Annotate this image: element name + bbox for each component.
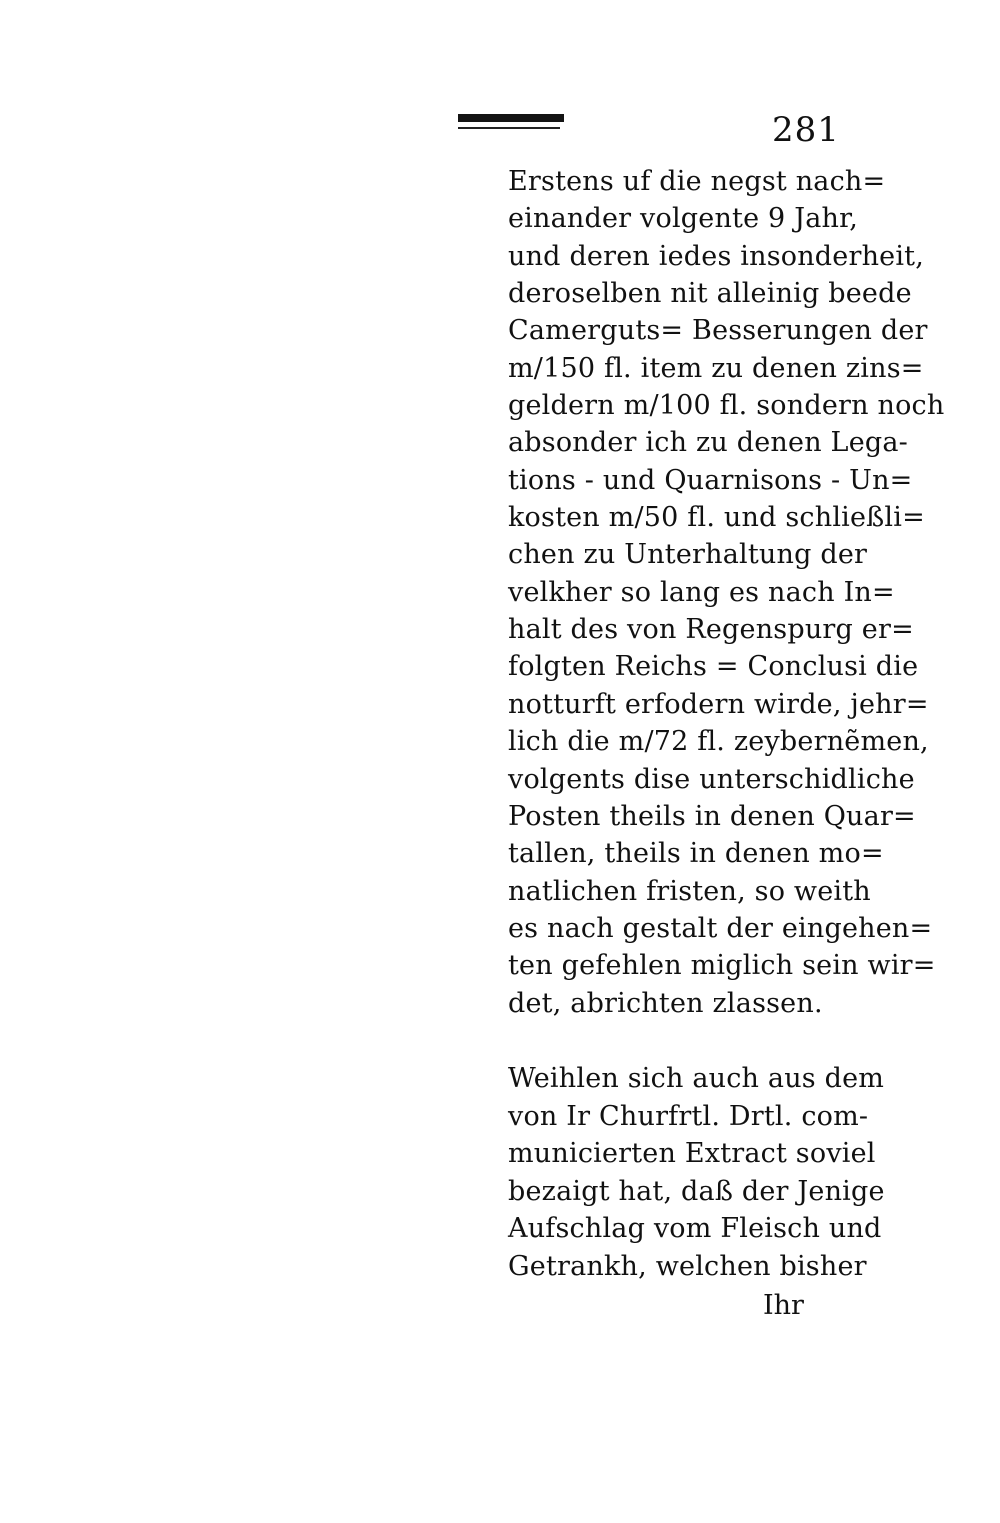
text-line: chen zu Unterhaltung der [508, 539, 868, 571]
text-line: natlichen fristen, so weith [508, 875, 871, 907]
text-line: municierten Extract soviel [508, 1138, 876, 1170]
text-line: notturft erfodern wirde, jehr= [508, 688, 929, 720]
text-line: folgten Reichs = Conclusi die [508, 651, 919, 683]
text-line: Erstens uf die negst nach= [508, 166, 886, 197]
text-line: und deren iedes insonderheit, [508, 240, 925, 272]
header-rule-thick [458, 114, 564, 122]
text-line: Getrankh, welchen bisher [508, 1250, 867, 1282]
page-number: 281 [772, 110, 840, 150]
text-line: lich die m/72 fl. zeybernẽmen, [508, 726, 929, 758]
text-line: Posten theils in denen Quar= [508, 800, 916, 832]
text-line: Weihlen sich auch aus dem [508, 1063, 885, 1094]
text-line: Aufschlag vom Fleisch und [508, 1213, 882, 1245]
text-line: es nach gestalt der eingehen= [508, 912, 933, 944]
text-line: kosten m/50 fl. und schließli= [508, 502, 925, 534]
paragraph-1 [508, 163, 945, 1022]
text-line: Camerguts= Besserungen der [508, 315, 928, 347]
text-line: volgents dise unterschidliche [508, 763, 915, 795]
text-line: halt des von Regenspurg er= [508, 614, 914, 646]
paragraph-2 [508, 1060, 885, 1286]
text-line: tallen, theils in denen mo= [508, 838, 884, 870]
text-line: velkher so lang es nach In= [508, 576, 895, 608]
header-ornament-rule [458, 114, 564, 132]
text-line: von Ir Churfrtl. Drtl. com- [508, 1100, 869, 1132]
text-line: tions - und Quarnisons - Un= [508, 464, 913, 496]
text-line: det, abrichten zlassen. [508, 987, 823, 1019]
text-line: bezaigt hat, daß der Jenige [508, 1175, 885, 1207]
text-line: ten gefehlen miglich sein wir= [508, 950, 936, 982]
text-line: geldern m/100 fl. sondern noch [508, 390, 945, 422]
header-rule-thin [458, 127, 560, 129]
text-line: einander volgente 9 Jahr, [508, 203, 859, 235]
catchword: Ihr [763, 1290, 804, 1321]
text-line: m/150 fl. item zu denen zins= [508, 352, 924, 384]
text-line: absonder ich zu denen Lega- [508, 427, 908, 459]
text-line: deroselben nit alleinig beede [508, 278, 912, 310]
